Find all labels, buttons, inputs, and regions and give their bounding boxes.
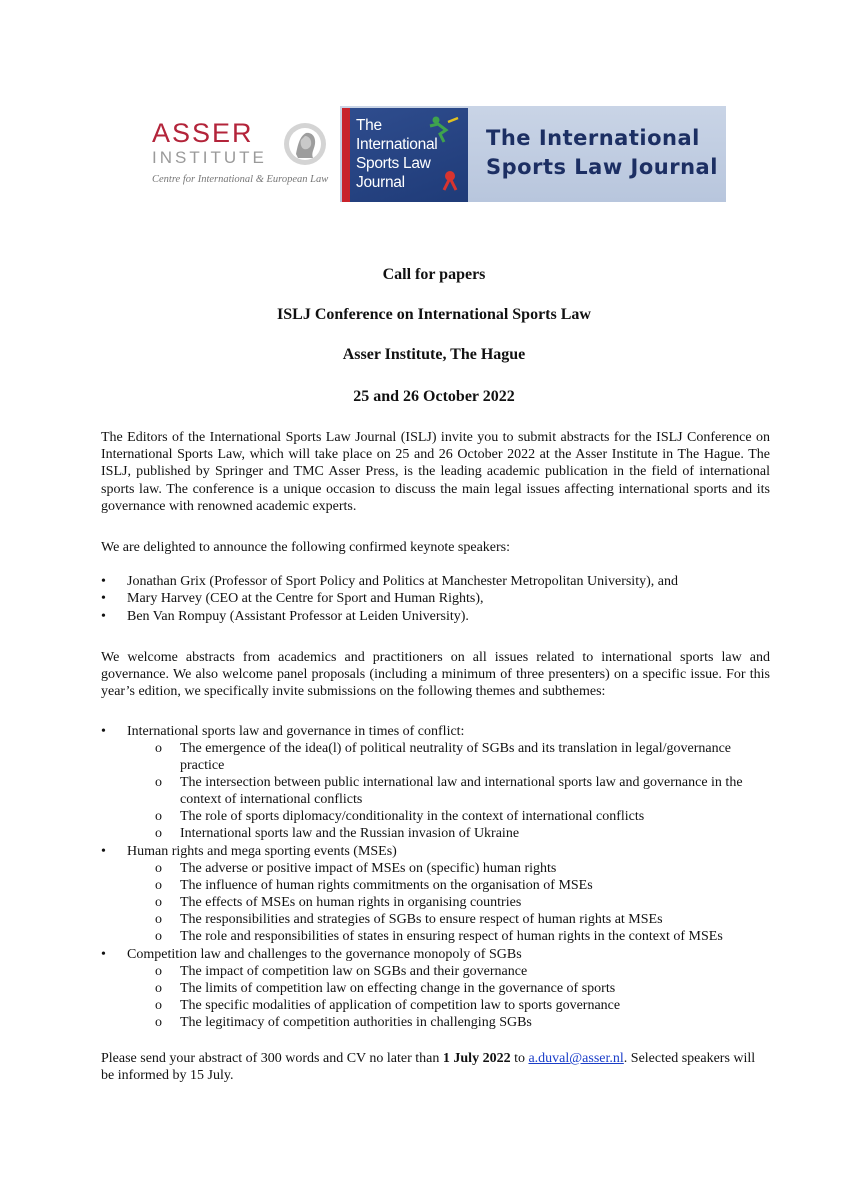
- subtheme-bullet: o: [155, 809, 162, 824]
- islj-cover-line: Journal: [356, 174, 405, 191]
- closing-text-mid: to: [510, 1051, 529, 1066]
- sports-figures-icon: [424, 112, 464, 196]
- subtheme-bullet: o: [155, 1015, 162, 1030]
- subtheme-bullet: o: [155, 741, 162, 756]
- asser-logo-name: ASSER: [152, 118, 254, 148]
- theme-title: Competition law and challenges to the governance monopoly of SGBs: [127, 947, 522, 962]
- subtheme-bullet: o: [155, 878, 162, 893]
- theme-title: International sports law and governance in times of conflict:: [127, 724, 465, 739]
- islj-cover-stripe: [342, 108, 350, 202]
- call-for-papers-heading: Call for papers: [382, 266, 486, 283]
- intro-paragraph: The Editors of the International Sports Law Journal (ISLJ) invite you to submit abstracts for the ISLJ Conference on International Sports Law, which will take place on 25 and 26 October 2022 at the Asser Institute in The Hague. The ISLJ, published by Springer and TMC Asser Press, is the leading academic publication in the field of international sports law. The conference is a unique occasion to discuss the main legal issues affecting international sports and its governance with renowned academic experts.: [101, 430, 770, 514]
- subtheme-bullet: o: [155, 895, 162, 910]
- subtheme-bullet: o: [155, 964, 162, 979]
- islj-journal-banner: [340, 106, 726, 202]
- closing-text-before: Please send your abstract of 300 words and CV no later than: [101, 1051, 443, 1066]
- theme-bullet: •: [101, 947, 106, 962]
- subtheme-item: The responsibilities and strategies of SGBs to ensure respect of human rights at MSEs: [180, 912, 663, 927]
- subtheme-bullet: o: [155, 861, 162, 876]
- islj-banner-line: The International: [486, 126, 700, 150]
- subtheme-item: The role of sports diplomacy/conditionality in the context of international conflicts: [180, 809, 645, 824]
- subtheme-item: The effects of MSEs on human rights in organising countries: [180, 895, 522, 910]
- subtheme-bullet: o: [155, 775, 162, 790]
- islj-cover-line: International: [356, 136, 438, 153]
- keynote-speaker: Jonathan Grix (Professor of Sport Policy and Politics at Manchester Metropolitan University), and: [127, 574, 678, 589]
- subtheme-bullet: o: [155, 826, 162, 841]
- subtheme-bullet: o: [155, 929, 162, 944]
- subtheme-item: The legitimacy of competition authorities in challenging SGBs: [180, 1015, 532, 1030]
- themes-intro-paragraph: We welcome abstracts from academics and practitioners on all issues related to international sports law and governance. We also welcome panel proposals (including a minimum of three presenters) on a specific issue. For this year’s edition, we specifically invite submissions on the following themes and subthemes:: [101, 650, 770, 700]
- asser-logo-subtitle: Centre for International & European Law: [152, 174, 329, 185]
- contact-email-link[interactable]: a.duval@asser.nl: [528, 1051, 624, 1066]
- theme-title: Human rights and mega sporting events (MSEs): [127, 844, 397, 859]
- subtheme-item: The specific modalities of application of competition law to sports governance: [180, 998, 621, 1013]
- islj-cover-line: The: [356, 117, 382, 134]
- asser-portrait-emblem-icon: [282, 120, 328, 172]
- closing-paragraph: [101, 1050, 770, 1084]
- subtheme-item: The emergence of the idea(l) of political neutrality of SGBs and its translation in legal/governance practice: [180, 741, 732, 774]
- closing-text-after: . Selected speakers will be informed by 15 July.: [101, 1051, 756, 1084]
- theme-bullet: •: [101, 844, 106, 859]
- islj-cover-line: Sports Law: [356, 155, 431, 172]
- subtheme-bullet: o: [155, 912, 162, 927]
- subtheme-bullet: o: [155, 998, 162, 1013]
- subtheme-item: The influence of human rights commitments on the organisation of MSEs: [180, 878, 593, 893]
- keynote-bullet: •: [101, 574, 106, 589]
- keynote-intro: We are delighted to announce the following confirmed keynote speakers:: [101, 540, 511, 555]
- subtheme-item: The role and responsibilities of states in ensuring respect of human rights in the context of MSEs: [180, 929, 723, 944]
- venue-heading: Asser Institute, The Hague: [342, 346, 526, 363]
- keynote-speaker: Mary Harvey (CEO at the Centre for Sport and Human Rights),: [127, 591, 484, 606]
- conference-title: ISLJ Conference on International Sports Law: [277, 306, 591, 323]
- asser-logo-institute: INSTITUTE: [152, 148, 267, 167]
- asser-institute-logo: [148, 118, 338, 198]
- keynote-bullet: •: [101, 609, 106, 624]
- keynote-speaker: Ben Van Rompuy (Assistant Professor at Leiden University).: [127, 609, 469, 624]
- date-heading: 25 and 26 October 2022: [353, 388, 515, 405]
- subtheme-item: The adverse or positive impact of MSEs on (specific) human rights: [180, 861, 557, 876]
- keynote-bullet: •: [101, 591, 106, 606]
- subtheme-item: The limits of competition law on effecting change in the governance of sports: [180, 981, 616, 996]
- theme-bullet: •: [101, 724, 106, 739]
- subtheme-item: The impact of competition law on SGBs and their governance: [180, 964, 528, 979]
- islj-banner-title: [486, 124, 718, 182]
- deadline-date: 1 July 2022: [442, 1051, 511, 1066]
- islj-cover-image: [342, 108, 468, 202]
- subtheme-item: International sports law and the Russian invasion of Ukraine: [180, 826, 520, 841]
- subtheme-bullet: o: [155, 981, 162, 996]
- islj-banner-line: Sports Law Journal: [486, 155, 718, 179]
- subtheme-item: The intersection between public international law and international sports law and governance in the context of international conflicts: [180, 775, 743, 808]
